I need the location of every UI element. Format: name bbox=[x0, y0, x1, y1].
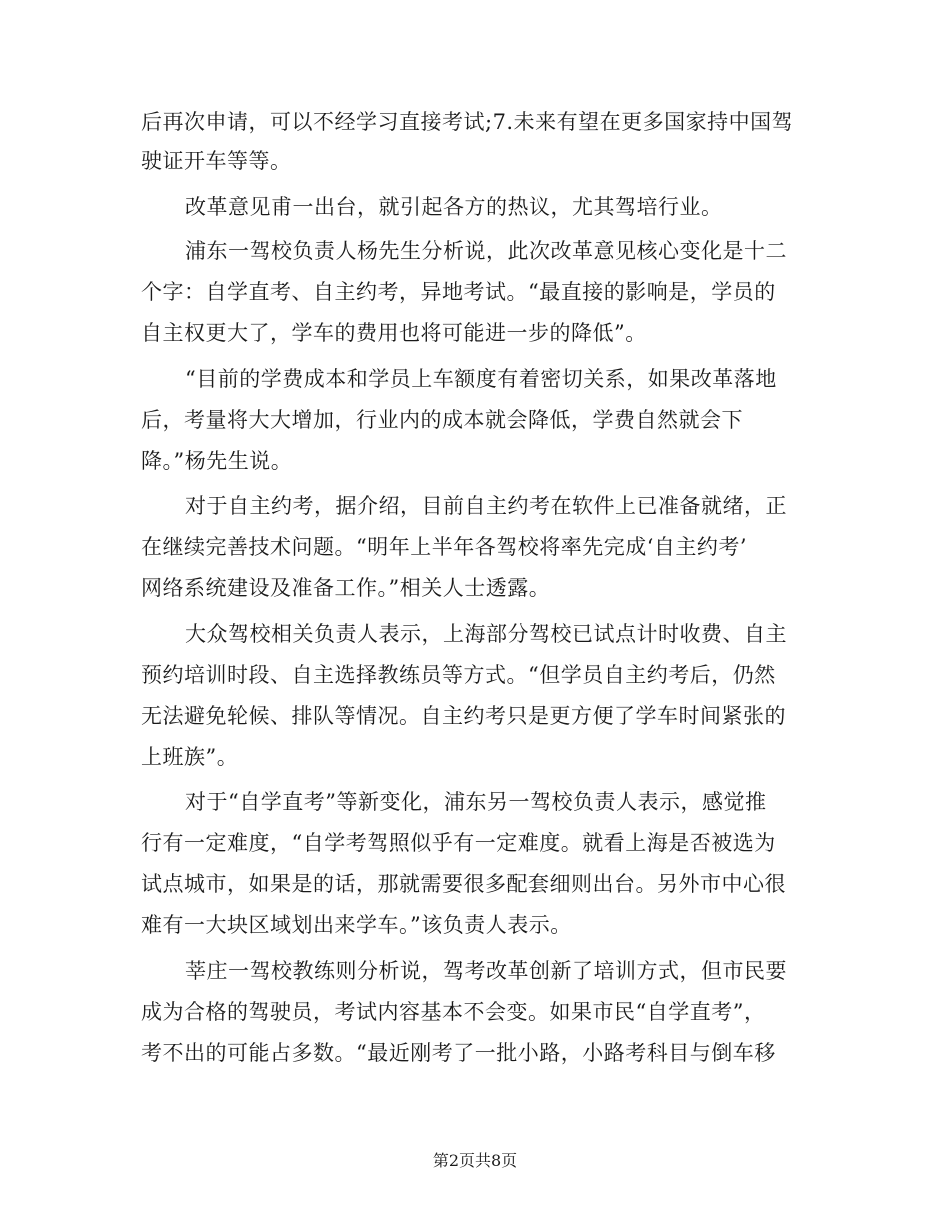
text-line: “目前的学费成本和学员上车额度有着密切关系，如果改革落地 bbox=[185, 367, 777, 391]
text-line: 莘庄一驾校教练则分析说，驾考改革创新了培训方式，但市民要 bbox=[185, 959, 787, 983]
text-line: 降。”杨先生说。 bbox=[141, 449, 293, 473]
text-line: 行有一定难度，“自学考驾照似乎有一定难度。就看上海是否被选为 bbox=[141, 831, 776, 855]
text-line: 大众驾校相关负责人表示，上海部分驾校已试点计时收费、自主 bbox=[185, 622, 787, 646]
text-line: 改革意见甫一出台，就引起各方的热议，尤其驾培行业。 bbox=[185, 195, 723, 219]
text-line: 预约培训时段、自主选择教练员等方式。“但学员自主约考后，仍然 bbox=[141, 663, 776, 687]
text-line: 上班族”。 bbox=[141, 745, 239, 769]
text-line: 驶证开车等等。 bbox=[141, 149, 292, 173]
text-line: 后，考量将大大增加，行业内的成本就会降低，学费自然就会下 bbox=[141, 408, 743, 432]
text-line: 自主权更大了，学车的费用也将可能进一步的降低”。 bbox=[141, 321, 647, 345]
text-line: 在继续完善技术问题。“明年上半年各驾校将率先完成‘自主约考’ bbox=[141, 535, 748, 559]
text-line: 浦东一驾校负责人杨先生分析说，此次改革意见核心变化是十二 bbox=[185, 239, 787, 263]
page-number-footer: 第2页共8页 bbox=[432, 1151, 518, 1170]
text-line: 后再次申请，可以不经学习直接考试;7.未来有望在更多国家持中国驾 bbox=[141, 110, 794, 134]
text-line: 试点城市，如果是的话，那就需要很多配套细则出台。另外市中心很 bbox=[141, 872, 786, 896]
text-line: 成为合格的驾驶员，考试内容基本不会变。如果市民“自学直考”， bbox=[141, 1000, 766, 1024]
text-line: 考不出的可能占多数。“最近刚考了一批小路，小路考科目与倒车移 bbox=[141, 1041, 776, 1065]
text-line: 对于自主约考，据介绍，目前自主约考在软件上已准备就绪，正 bbox=[185, 494, 787, 518]
text-line: 网络系统建设及准备工作。”相关人士透露。 bbox=[141, 576, 551, 600]
text-line: 难有一大块区域划出来学车。”该负责人表示。 bbox=[141, 913, 572, 937]
text-line: 无法避免轮候、排队等情况。自主约考只是更方便了学车时间紧张的 bbox=[141, 704, 786, 728]
text-line: 对于“自学直考”等新变化，浦东另一驾校负责人表示，感觉推 bbox=[185, 790, 767, 814]
text-line: 个字：自学直考、自主约考，异地考试。“最直接的影响是，学员的 bbox=[141, 280, 776, 304]
